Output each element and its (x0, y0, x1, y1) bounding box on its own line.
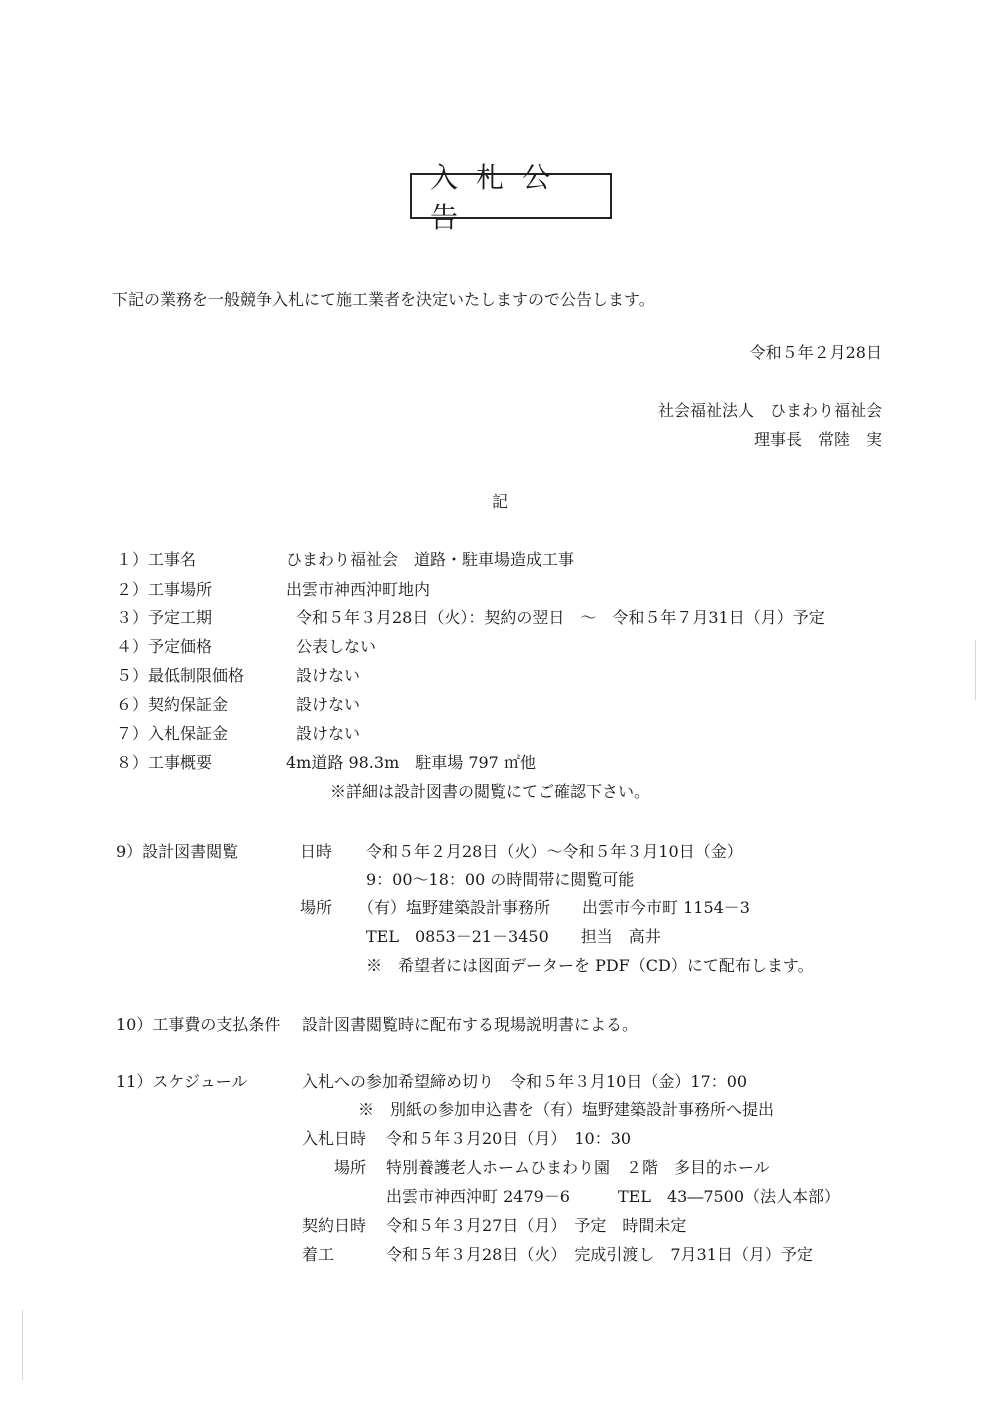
item9-date-label: 日時 (300, 842, 333, 861)
item-value: 公表しない (296, 637, 377, 656)
item-value: 出雲市神西沖町地内 (286, 580, 431, 599)
issuer-org: 社会福祉法人 ひまわり福祉会 (657, 401, 882, 420)
item-value: 設けない (296, 695, 361, 714)
item11-place-value: 特別養護老人ホームひまわり園 ２階 多目的ホール (386, 1158, 770, 1177)
page-title: 入札公告 (410, 173, 612, 219)
item11-start-value: 令和５年３月28日（火） 完成引渡し 7月31日（月）予定 (386, 1245, 813, 1264)
item11-bid-label: 入札日時 (302, 1129, 367, 1148)
issuer-person: 理事長 常陸 実 (753, 430, 882, 449)
item9-place-label: 場所 (300, 898, 333, 917)
item-value: 令和５年３月28日（火）：契約の翌日 ～ 令和５年７月31日（月）予定 (296, 608, 825, 627)
scan-artifact (975, 640, 976, 700)
ki-heading: 記 (492, 492, 509, 511)
item-label: ２）工事場所 (116, 580, 213, 599)
intro-text: 下記の業務を一般競争入札にて施工業者を決定いたしますので公告します。 (112, 290, 655, 309)
item9-note: ※ 希望者には図面データーを PDF（CD）にて配布します。 (366, 956, 814, 975)
item9-tel-value: TEL 0853－21－3450 担当 高井 (366, 927, 661, 946)
notice-date: 令和５年２月28日 (749, 343, 882, 362)
item-label: ５）最低制限価格 (116, 666, 245, 685)
item9-label: 9）設計図書閲覧 (116, 842, 239, 861)
item8-note: ※詳細は設計図書の閲覧にてご確認下さい。 (330, 782, 651, 801)
item-value: 設けない (296, 666, 361, 685)
item11-bid-value: 令和５年３月20日（月） 10：30 (386, 1129, 632, 1148)
item10-value: 設計図書閲覧時に配布する現場説明書による。 (302, 1015, 639, 1034)
item-label: ６）契約保証金 (116, 695, 229, 714)
item-value: 設けない (296, 724, 361, 743)
item11-address-value: 出雲市神西沖町 2479－6 TEL 43―7500（法人本部） (386, 1187, 841, 1206)
item9-date-value: 令和５年２月28日（火）～令和５年３月10日（金） (366, 842, 743, 861)
item11-deadline: 入札への参加希望締め切り 令和５年３月10日（金）17：00 (302, 1072, 748, 1091)
item11-contract-value: 令和５年３月27日（月） 予定 時間未定 (386, 1216, 687, 1235)
item9-place-value: （有）塩野建築設計事務所 出雲市今市町 1154－3 (358, 898, 750, 917)
item-label: １）工事名 (116, 550, 197, 569)
item-label: ４）予定価格 (116, 637, 213, 656)
item11-start-label: 着工 (302, 1245, 335, 1264)
item11-deadline-note: ※ 別紙の参加申込書を（有）塩野建築設計事務所へ提出 (358, 1100, 775, 1119)
item-label: ３）予定工期 (116, 608, 213, 627)
item-value: 4m道路 98.3m 駐車場 797 ㎡他 (286, 753, 536, 772)
scan-artifact (22, 1310, 23, 1380)
item-value: ひまわり福祉会 道路・駐車場造成工事 (286, 550, 575, 569)
item11-place-label: 場所 (334, 1158, 367, 1177)
item-label: ７）入札保証金 (116, 724, 229, 743)
item10-label: 10）工事費の支払条件 (116, 1015, 281, 1034)
item11-label: 11）スケジュール (116, 1072, 248, 1091)
item-label: ８）工事概要 (116, 753, 213, 772)
item11-contract-label: 契約日時 (302, 1216, 367, 1235)
item9-time-value: 9：00～18：00 の時間帯に閲覧可能 (366, 870, 635, 889)
